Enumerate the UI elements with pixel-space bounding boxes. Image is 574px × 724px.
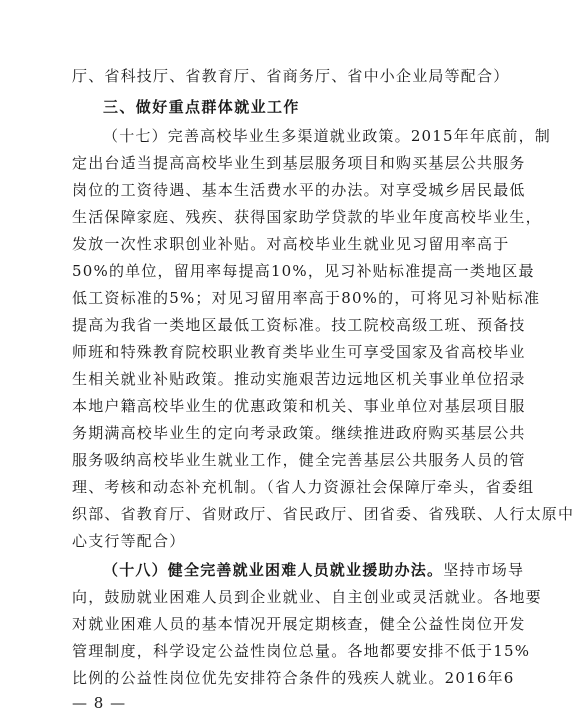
paragraph-18-line-2: 向，鼓励就业困难人员到企业就业、自主创业或灵活就业。各地要 — [72, 588, 542, 606]
paragraph-17-line-12: 务期满高校毕业生的定向考录政策。继续推进政府购买基层公共 — [72, 424, 526, 442]
page-number: — 8 — — [72, 694, 127, 712]
paragraph-17-line-14: 理、考核和动态补充机制。（省人力资源社会保障厅牵头，省委组 — [72, 478, 535, 496]
paragraph-17-line-15: 织部、省教育厅、省财政厅、省民政厅、团省委、省残联、人行太原中 — [72, 505, 574, 523]
item-17-text: 2015年年底前，制 — [410, 127, 551, 145]
paragraph-17-line-10: 生相关就业补贴政策。推动实施艰苦边远地区机关事业单位招录 — [72, 370, 526, 388]
item-18-text: 坚持市场导 — [443, 561, 525, 579]
paragraph-18-line-1 — [103, 561, 525, 579]
paragraph-17-line-9: 师班和特殊教育院校职业教育类毕业生可享受国家及省高校毕业 — [72, 343, 526, 361]
paragraph-17-line-2: 定出台适当提高高校毕业生到基层服务项目和购买基层公共服务 — [72, 154, 526, 172]
paragraph-17-line-5: 发放一次性求职创业补贴。对高校毕业生就业见习留用率高于 — [72, 235, 510, 253]
paragraph-17-line-3: 岗位的工资待遇、基本生活费水平的办法。对享受城乡居民最低 — [72, 181, 526, 199]
paragraph-17-line-11: 本地户籍高校毕业生的优惠政策和机关、事业单位对基层项目服 — [72, 397, 526, 415]
paragraph-17-line-7: 低工资标准的5%；对见习留用率高于80%的，可将见习补贴标准 — [72, 289, 541, 307]
paragraph-17-line-13: 服务吸纳高校毕业生就业工作，健全完善基层公共服务人员的管 — [72, 451, 526, 469]
paragraph-17-line-6: 50%的单位，留用率每提高10%，见习补贴标准提高一类地区最 — [72, 262, 535, 280]
paragraph-18-line-4: 管理制度，科学设定公益性岗位总量。各地都要安排不低于15% — [72, 642, 531, 660]
paragraph-17-line-16: 心支行等配合） — [72, 532, 186, 550]
paragraph-17-line-8: 提高为我省一类地区最低工资标准。技工院校高级工班、预备技 — [72, 316, 526, 334]
section-heading: 三、做好重点群体就业工作 — [103, 98, 300, 116]
paragraph-17-line-1 — [103, 127, 551, 145]
paragraph-18-line-5: 比例的公益性岗位优先安排符合条件的残疾人就业。2016年6 — [72, 669, 515, 687]
paragraph-18-line-3: 对就业困难人员的基本情况开展定期核查，健全公益性岗位开发 — [72, 615, 526, 633]
paragraph-17-line-4: 生活保障家庭、残疾、获得国家助学贷款的毕业年度高校毕业生， — [72, 208, 542, 226]
continuation-line: 厅、省科技厅、省教育厅、省商务厅、省中小企业局等配合） — [72, 67, 510, 85]
item-17-title: （十七）完善高校毕业生多渠道就业政策。 — [103, 127, 411, 145]
item-18-title: （十八）健全完善就业困难人员就业援助办法。 — [103, 561, 444, 579]
